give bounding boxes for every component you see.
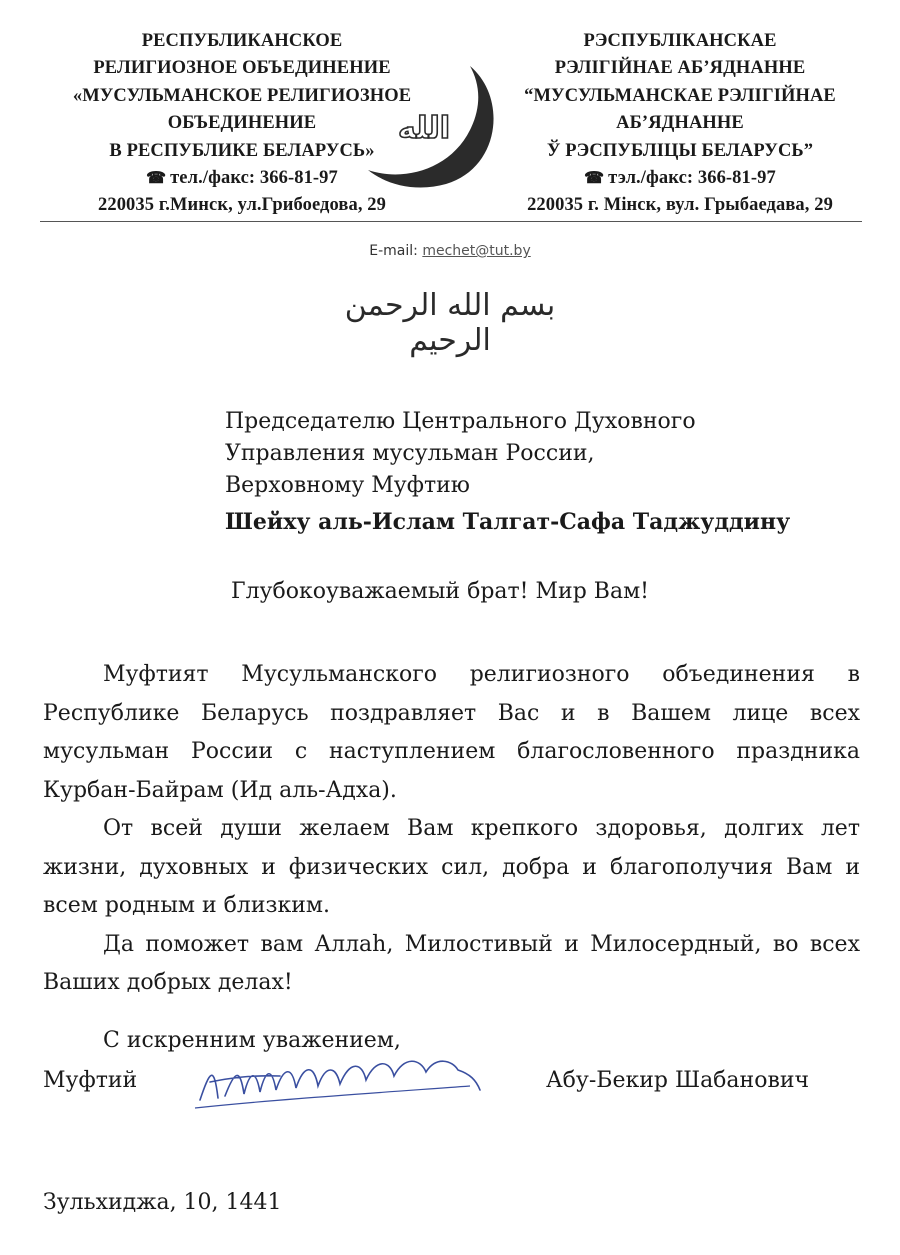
phone-icon: ☎ xyxy=(584,170,605,188)
header-right-address: 220035 г. Мінск, вул. Грыбаедава, 29 xyxy=(527,195,833,216)
header-right-block xyxy=(480,28,880,220)
emblem-calligraphy: الله xyxy=(398,111,450,146)
header-left-line: РЕЛИГИОЗНОЕ ОБЪЕДИНЕНИЕ xyxy=(93,58,391,79)
header-right-phone: тэл./факс: 366-81-97 xyxy=(608,168,776,189)
basmala: بسم الله الرحمن الرحيم xyxy=(344,288,556,358)
header-right-line: “МУСУЛЬМАНСКАЕ РЭЛІГІЙНАЕ xyxy=(524,85,836,106)
addressee-block xyxy=(225,406,790,538)
addressee-line: Верховному Муфтию xyxy=(225,473,470,498)
header-left-line: ОБЪЕДИНЕНИЕ xyxy=(167,113,317,134)
email-label: E-mail: xyxy=(369,243,418,259)
phone-icon: ☎ xyxy=(146,170,167,188)
header-left-line: В РЕСПУБЛИКЕ БЕЛАРУСЬ» xyxy=(109,140,375,161)
header-right-phone-line xyxy=(480,165,880,192)
email-line xyxy=(0,243,900,259)
closing-regards: С искренним уважением, xyxy=(103,1028,401,1053)
letter-body xyxy=(43,656,860,1003)
header-left-line: РЕСПУБЛИКАНСКОЕ xyxy=(141,31,343,51)
handwritten-signature-icon xyxy=(180,1030,490,1115)
addressee-line: Председателю Центрального Духовного xyxy=(225,409,696,434)
header-right-line: АБ’ЯДНАННЕ xyxy=(616,113,744,134)
email-link[interactable]: mechet@tut.by xyxy=(422,243,531,259)
greeting: Глубокоуважаемый брат! Мир Вам! xyxy=(231,579,650,604)
header-right-line: Ў РЭСПУБЛІЦЫ БЕЛАРУСЬ” xyxy=(546,140,814,161)
letter-date: Зульхиджа, 10, 1441 xyxy=(43,1190,282,1215)
body-paragraph: Да поможет вам Аллаh, Милостивый и Милосердный, во всех Ваших добрых делах! xyxy=(43,931,860,995)
header-left-phone: тел./факс: 366-81-97 xyxy=(170,168,338,189)
body-paragraph: Муфтият Мусульманского религиозного объединения в Республике Беларусь поздравляет Вас и в Вашем лице всех мусульман России с наступлением благословенного праздника Курбан-Байрам (Ид аль-Адха). xyxy=(43,662,860,803)
header-divider xyxy=(40,221,862,222)
body-paragraph: От всей души желаем Вам крепкого здоровья, долгих лет жизни, духовных и физических сил, добра и благополучия Вам и всем родным и близким. xyxy=(43,816,860,918)
addressee-name: Шейху аль-Ислам Талгат-Сафа Таджуддину xyxy=(225,509,791,535)
signatory-title: Муфтий xyxy=(43,1068,138,1093)
header-right-line: РЭСПУБЛІКАНСКАЕ xyxy=(583,31,777,51)
signatory-name: Абу-Бекир Шабанович xyxy=(546,1068,810,1093)
header-left-line: «МУСУЛЬМАНСКОЕ РЕЛИГИОЗНОЕ xyxy=(72,85,412,106)
addressee-line: Управления мусульман России, xyxy=(225,441,595,466)
header-right-line: РЭЛІГІЙНАЕ АБ’ЯДНАННЕ xyxy=(554,58,806,79)
header-left-address: 220035 г.Минск, ул.Грибоедова, 29 xyxy=(98,195,386,216)
crescent-emblem-icon xyxy=(358,58,508,193)
